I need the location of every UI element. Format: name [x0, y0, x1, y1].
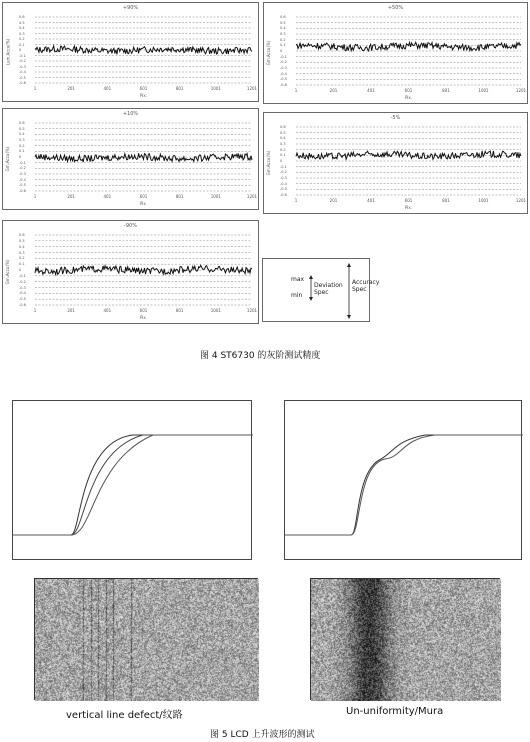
y-tick-label: 0.4 — [280, 136, 286, 141]
y-tick-label: 0.2 — [19, 256, 25, 261]
y-tick-label: -0.2 — [19, 279, 26, 284]
y-tick-label: 0.1 — [19, 262, 25, 267]
series-line — [296, 151, 521, 159]
series-line — [35, 153, 252, 162]
line-chart-plot — [3, 3, 260, 103]
y-tick-label: 0.5 — [19, 126, 25, 131]
chart-title: -5% — [390, 115, 401, 121]
y-tick-label: 0 — [19, 155, 22, 159]
chart-panel-3 — [2, 108, 259, 210]
line-chart-plot — [264, 113, 529, 215]
y-tick-label: -0.3 — [19, 285, 26, 290]
y-axis-label: Gm.Accu(%) — [4, 146, 10, 172]
y-tick-label: 0.3 — [280, 142, 286, 146]
x-tick-label: 1 — [294, 198, 298, 203]
chart-panel-5 — [2, 220, 259, 324]
y-tick-label: 0.5 — [280, 20, 286, 25]
y-tick-label: -0.3 — [19, 172, 26, 176]
x-tick-label: 401 — [103, 308, 112, 313]
y-tick-label: 0.6 — [19, 233, 25, 237]
y-tick-label: 0 — [280, 49, 283, 53]
x-axis-label: Pix. — [404, 205, 413, 210]
y-tick-label: -0.6 — [280, 83, 287, 87]
y-tick-label: -0.5 — [280, 187, 287, 192]
label-mura: Un-uniformity/Mura — [346, 706, 444, 717]
y-tick-label: -0.3 — [280, 66, 287, 70]
x-tick-label: 401 — [103, 86, 112, 91]
x-tick-label: 1001 — [478, 198, 489, 203]
y-tick-label: -0.4 — [19, 291, 26, 296]
y-tick-label: 0.3 — [19, 138, 25, 142]
x-tick-label: 1001 — [210, 86, 221, 91]
x-tick-label: 601 — [139, 86, 148, 91]
y-tick-label: 0 — [19, 268, 22, 272]
series-line — [35, 265, 252, 274]
x-tick-label: 201 — [67, 308, 75, 313]
y-tick-label: -0.2 — [19, 166, 26, 171]
line-chart-plot — [264, 3, 529, 105]
x-tick-label: 1201 — [515, 198, 527, 203]
x-tick-label: 201 — [67, 194, 75, 199]
legend-min: min — [291, 292, 303, 299]
y-tick-label: 0.1 — [280, 153, 286, 158]
legend-deviation: Deviation Spec — [314, 282, 343, 296]
y-tick-label: -0.1 — [19, 53, 26, 58]
legend-max: max — [291, 276, 305, 283]
y-tick-label: -0.4 — [280, 181, 287, 186]
x-tick-label: 201 — [329, 88, 338, 93]
line-chart-plot — [3, 109, 260, 211]
x-tick-label: 801 — [175, 194, 184, 199]
series-line — [296, 42, 521, 51]
y-tick-label: -0.1 — [19, 273, 26, 278]
y-tick-label: -0.5 — [19, 297, 26, 302]
legend-accuracy: Accuracy Spec — [352, 279, 380, 293]
x-tick-label: 801 — [175, 308, 184, 313]
chart-title: +10% — [122, 111, 139, 117]
line-chart-plot — [3, 221, 260, 325]
y-tick-label: 0.5 — [280, 130, 286, 135]
y-tick-label: -0.2 — [280, 170, 287, 175]
x-tick-label: 601 — [404, 88, 413, 93]
chart-title: +50% — [387, 5, 404, 11]
x-tick-label: 1201 — [246, 86, 258, 91]
y-tick-label: 0.1 — [19, 149, 25, 154]
waveform-right — [284, 400, 522, 560]
y-tick-label: 0.6 — [280, 125, 286, 129]
x-tick-label: 1 — [33, 86, 37, 91]
y-tick-label: 0.6 — [19, 121, 25, 125]
y-tick-label: -0.6 — [19, 189, 26, 193]
y-tick-label: -0.3 — [19, 64, 26, 69]
y-tick-label: 0.4 — [19, 26, 25, 30]
figure5-caption: 图 5 LCD 上升波形的测试 — [210, 730, 315, 740]
y-tick-label: 0.2 — [19, 143, 25, 148]
noise-texture — [311, 579, 501, 701]
y-tick-label: 0.5 — [19, 238, 25, 243]
x-tick-label: 1001 — [210, 308, 221, 313]
x-tick-label: 201 — [329, 198, 338, 203]
x-tick-label: 1201 — [246, 308, 258, 313]
y-tick-label: 0.6 — [19, 15, 25, 19]
x-tick-label: 1 — [33, 194, 37, 199]
x-tick-label: 401 — [103, 194, 112, 199]
x-axis-label: Pix. — [139, 93, 148, 98]
x-tick-label: 201 — [67, 86, 75, 91]
y-tick-label: 0.6 — [280, 15, 286, 19]
y-tick-label: 0 — [19, 48, 22, 52]
waveform-left — [12, 400, 252, 560]
y-tick-label: -0.2 — [280, 60, 287, 65]
y-tick-label: -0.3 — [280, 176, 287, 180]
y-tick-label: -0.5 — [19, 75, 26, 80]
y-tick-label: 0.2 — [19, 37, 25, 41]
y-tick-label: 0.3 — [19, 250, 25, 255]
chart-title: -90% — [124, 223, 137, 229]
x-tick-label: 801 — [442, 198, 450, 203]
y-tick-label: -0.5 — [280, 77, 287, 82]
y-tick-label: 0.1 — [19, 42, 25, 47]
y-tick-label: 0 — [280, 159, 283, 163]
y-tick-label: -0.6 — [19, 81, 26, 85]
chart-panel-2 — [263, 2, 528, 104]
x-tick-label: 401 — [367, 88, 375, 93]
figure4-caption: 图 4 ST6730 的灰阶测试精度 — [200, 351, 321, 361]
x-tick-label: 1001 — [210, 194, 221, 199]
x-tick-label: 601 — [139, 308, 148, 313]
chart-panel-4 — [263, 112, 528, 214]
x-tick-label: 601 — [404, 198, 413, 203]
y-tick-label: -0.5 — [19, 183, 26, 188]
y-tick-label: -0.1 — [280, 54, 287, 59]
x-tick-label: 801 — [442, 88, 450, 93]
noise-texture — [35, 579, 259, 701]
x-tick-label: 1001 — [478, 88, 489, 93]
spec-legend — [262, 258, 380, 322]
y-axis-label: Gm.Accu(%) — [265, 40, 271, 66]
x-axis-label: Pix. — [404, 95, 413, 100]
x-tick-label: 801 — [175, 86, 184, 91]
chart-title: +90% — [122, 5, 139, 11]
y-tick-label: -0.4 — [19, 177, 26, 182]
y-tick-label: 0.2 — [280, 147, 286, 152]
waveform-right-plot — [285, 401, 523, 561]
waveform-left-plot — [13, 401, 253, 561]
y-tick-label: 0.2 — [280, 37, 286, 42]
y-axis-label: Gm.Accu(%) — [4, 259, 10, 285]
y-tick-label: 0.4 — [19, 244, 25, 249]
y-tick-label: 0.4 — [280, 26, 286, 31]
y-tick-label: 0.1 — [280, 43, 286, 48]
x-tick-label: 1201 — [246, 194, 258, 199]
y-tick-label: -0.1 — [19, 160, 26, 165]
y-tick-label: -0.6 — [19, 303, 26, 307]
x-axis-label: Pix. — [139, 315, 148, 320]
y-tick-label: 0.3 — [280, 32, 286, 36]
y-tick-label: 0.5 — [19, 20, 25, 25]
chart-panel-1 — [2, 2, 259, 102]
y-tick-label: 0.4 — [19, 132, 25, 137]
x-tick-label: 401 — [367, 198, 375, 203]
y-tick-label: -0.2 — [19, 59, 26, 63]
x-tick-label: 1 — [33, 308, 37, 313]
x-tick-label: 601 — [139, 194, 148, 199]
y-tick-label: -0.4 — [280, 71, 287, 76]
y-axis-label: Gm.Accu(%) — [265, 150, 271, 176]
noise-image-left — [34, 578, 258, 700]
y-tick-label: -0.6 — [280, 193, 287, 197]
y-axis-label: Lum.Accu(%) — [5, 38, 11, 66]
noise-image-right — [310, 578, 500, 700]
y-tick-label: 0.3 — [19, 31, 25, 36]
label-vertical-line-defect: vertical line defect/纹路 — [66, 710, 183, 721]
y-tick-label: -0.1 — [280, 164, 287, 169]
x-tick-label: 1 — [294, 88, 298, 93]
x-tick-label: 1201 — [515, 88, 527, 93]
x-axis-label: Pix. — [139, 201, 148, 206]
y-tick-label: -0.4 — [19, 70, 26, 74]
